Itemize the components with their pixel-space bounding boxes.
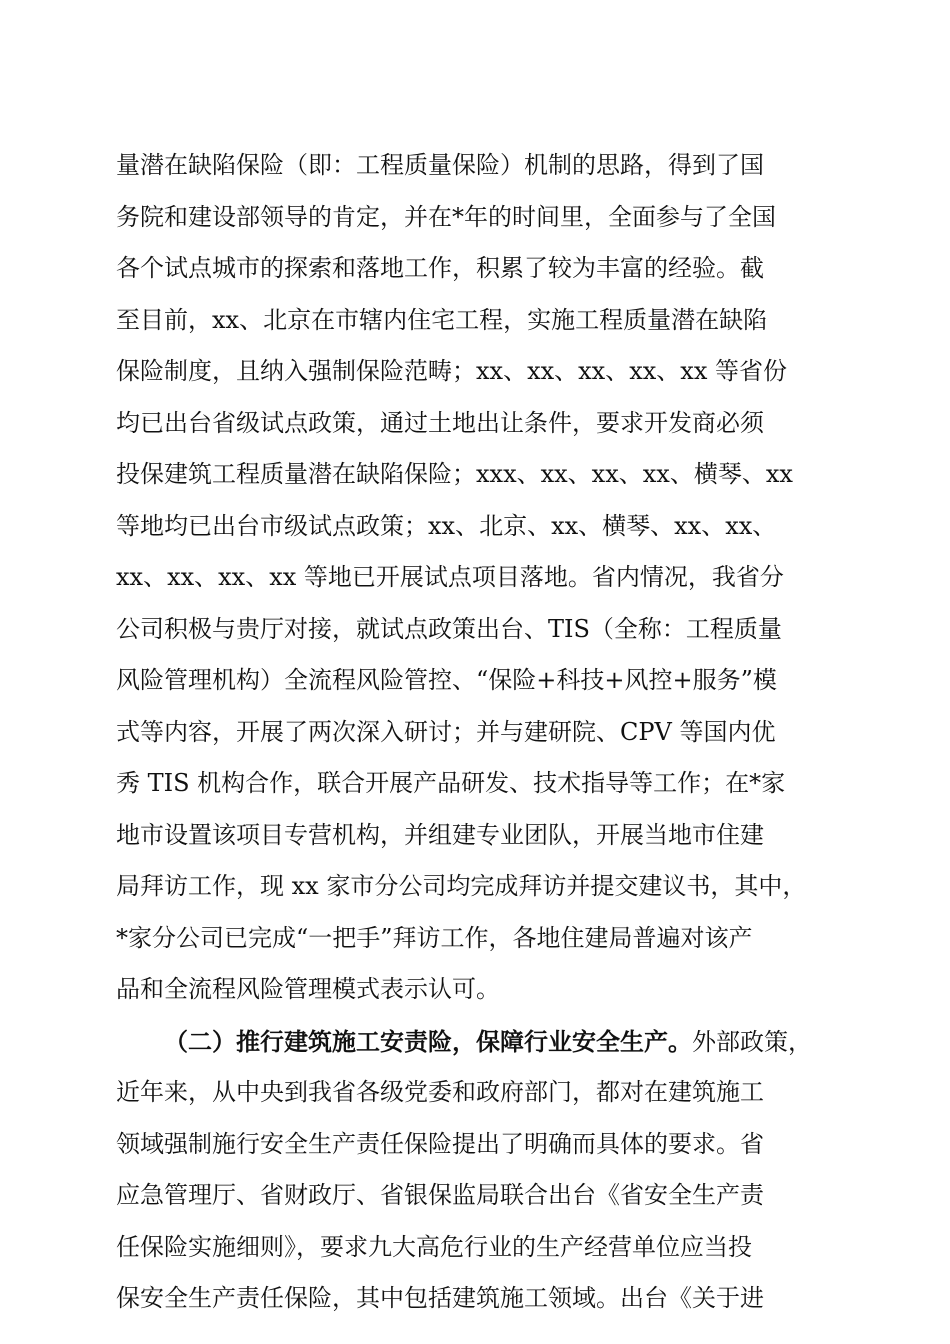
text-line: 任保险实施细则》，要求九大高危行业的生产经营单位应当投 — [116, 1232, 752, 1261]
text-line: 保险制度，且纳入强制保险范畴；xx、xx、xx、xx、xx 等省份 — [116, 357, 787, 385]
paragraph-insurance-pilot — [116, 140, 836, 1016]
text-line: 近年来，从中央到我省各级党委和政府部门，都对在建筑施工 — [116, 1078, 764, 1106]
text-line: 务院和建设部领导的肯定，并在*年的时间里，全面参与了全国 — [116, 202, 776, 231]
text-line: 秀 TIS 机构合作，联合开展产品研发、技术指导等工作；在*家 — [116, 769, 786, 797]
text-line: 等地均已出台市级试点政策；xx、北京、xx、横琴、xx、xx、 — [116, 511, 777, 540]
text-line-first — [116, 1016, 836, 1068]
text-line: 各个试点城市的探索和落地工作，积累了较为丰富的经验。截 — [116, 254, 764, 282]
section-heading: （二）推行建筑施工安责险，保障行业安全生产。 — [164, 1026, 692, 1056]
text-line: *家分公司已完成“一把手”拜访工作，各地住建局普遍对该产 — [116, 923, 753, 952]
text-line: 投保建筑工程质量潜在缺陷保险；xxx、xx、xx、xx、横琴、xx — [116, 460, 793, 488]
paragraph-construction-safety — [116, 1016, 836, 1325]
text-line: 领域强制施行安全生产责任保险提出了明确而具体的要求。省 — [116, 1129, 764, 1158]
text-line: 至目前，xx、北京在市辖内住宅工程，实施工程质量潜在缺陷 — [116, 305, 768, 334]
text-line: 品和全流程风险管理模式表示认可。 — [116, 975, 500, 1003]
text-line: 局拜访工作，现 xx 家市分公司均完成拜访并提交建议书，其中， — [116, 872, 807, 900]
document-body — [116, 140, 836, 1325]
text-line: 式等内容，开展了两次深入研讨；并与建研院、CPV 等国内优 — [116, 717, 776, 746]
text-line: 地市设置该项目专营机构，并组建专业团队，开展当地市住建 — [116, 820, 764, 849]
text-line: 量潜在缺陷保险（即：工程质量保险）机制的思路，得到了国 — [116, 151, 764, 179]
text-line: 均已出台省级试点政策，通过土地出让条件，要求开发商必须 — [116, 408, 764, 437]
text-line: 保安全生产责任保险，其中包括建筑施工领域。出台《关于进 — [116, 1284, 764, 1312]
text-line: 风险管理机构）全流程风险管控、“保险+科技+风控+服务”模 — [116, 666, 777, 694]
text-line: 公司积极与贵厅对接，就试点政策出台、TIS（全称：工程质量 — [116, 614, 782, 643]
text-run: 外部政策， — [692, 1027, 812, 1056]
text-line: xx、xx、xx、xx 等地已开展试点项目落地。省内情况，我省分 — [116, 563, 784, 591]
text-line: 应急管理厅、省财政厅、省银保监局联合出台《省安全生产责 — [116, 1181, 764, 1209]
